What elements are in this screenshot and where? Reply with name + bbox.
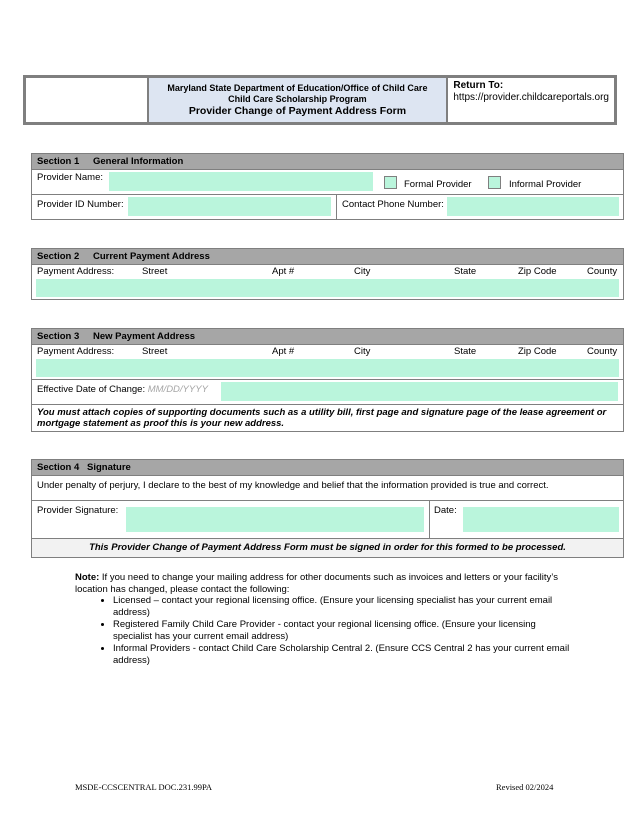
row-divider: [336, 195, 337, 219]
contact-phone-label: Contact Phone Number:: [342, 199, 444, 210]
effective-date-label: [37, 384, 208, 396]
row-divider: [429, 501, 430, 538]
state-label: State: [454, 266, 477, 277]
county-label: County: [587, 346, 618, 357]
street-label: Street: [142, 346, 168, 357]
supporting-docs-notice: You must attach copies of supporting documents such as a utility bill, first page and signature page of the lease agreement or mortgage statement as proof this is your new address.: [37, 407, 607, 429]
payment-address-label: Payment Address:: [37, 266, 115, 277]
payment-address-label: Payment Address:: [37, 346, 115, 357]
contact-list: [75, 595, 575, 666]
section2-number: Section 2: [37, 251, 80, 262]
note-paragraph: [75, 572, 575, 595]
date-label: Date:: [434, 505, 457, 516]
provider-name-row: [32, 170, 623, 195]
section2-header: [32, 249, 623, 265]
section4-number: Section 4: [37, 462, 80, 473]
current-address-field[interactable]: [36, 279, 619, 297]
zip-label: Zip Code: [518, 346, 557, 357]
section3-number: Section 3: [37, 331, 80, 342]
document-id: MSDE-CCSCENTRAL DOC.231.99PA: [75, 782, 213, 792]
list-item: • Registered Family Child Care Provider - contact your regional licensing office. (Ensure your licensing specialist has your current email address): [113, 619, 575, 642]
note-label: Note:: [75, 572, 100, 583]
revision-date: Revised 02/2024: [496, 782, 554, 792]
apt-label: Apt #: [272, 266, 295, 277]
provider-signature-label: Provider Signature:: [37, 505, 119, 516]
return-to-cell: [447, 77, 615, 123]
agency-name: Maryland State Department of Education/Office of Child Care: [167, 82, 428, 93]
section1-header: [32, 154, 623, 170]
state-label: State: [454, 346, 477, 357]
note-text: If you need to change your mailing address for other documents such as invoices and letters or your facility’s location has changed, please contact the following:: [75, 572, 558, 595]
contact-phone-field[interactable]: [447, 197, 619, 216]
program-name: Child Care Scholarship Program: [228, 93, 367, 104]
provider-id-label: Provider ID Number:: [37, 199, 124, 210]
formal-provider-checkbox[interactable]: [384, 176, 397, 189]
perjury-declaration: Under penalty of perjury, I declare to the best of my knowledge and belief that the information provided is true and correct.: [37, 480, 549, 491]
provider-signature-field[interactable]: [126, 507, 424, 532]
provider-id-row: [32, 195, 623, 219]
form-header: [23, 75, 617, 125]
formal-provider-label: Formal Provider: [404, 179, 472, 190]
signature-row: [32, 501, 623, 539]
provider-id-field[interactable]: [128, 197, 331, 216]
new-address-row: [32, 345, 623, 380]
header-logo-cell: [25, 77, 148, 123]
informal-provider-checkbox[interactable]: [488, 176, 501, 189]
contact-note: [75, 572, 575, 667]
form-title: Provider Change of Payment Address Form: [188, 104, 407, 117]
section3-header: [32, 329, 623, 345]
city-label: City: [354, 266, 371, 277]
city-label: City: [354, 346, 371, 357]
effective-date-label-text: Effective Date of Change:: [37, 384, 146, 395]
section4-title: Signature: [87, 462, 131, 473]
section-new-payment-address: [31, 328, 624, 432]
section2-title: Current Payment Address: [93, 251, 210, 262]
effective-date-row: [32, 380, 623, 405]
county-label: County: [587, 266, 618, 277]
section3-title: New Payment Address: [93, 331, 196, 342]
supporting-docs-row: [32, 405, 623, 431]
must-sign-notice: This Provider Change of Payment Address Form must be signed in order for this formed to be processed.: [89, 542, 566, 553]
new-address-field[interactable]: [36, 359, 619, 377]
apt-label: Apt #: [272, 346, 295, 357]
return-to-label: Return To:: [453, 80, 504, 91]
street-label: Street: [142, 266, 168, 277]
return-to-url[interactable]: https://provider.childcareportals.org: [453, 92, 609, 103]
section1-title: General Information: [93, 156, 184, 167]
section1-number: Section 1: [37, 156, 80, 167]
signature-date-field[interactable]: [463, 507, 619, 532]
section4-header: [32, 460, 623, 476]
section-signature: [31, 459, 624, 558]
must-sign-row: [32, 539, 623, 557]
section-current-payment-address: [31, 248, 624, 300]
current-address-row: [32, 265, 623, 299]
header-title-cell: [148, 77, 448, 123]
provider-name-field[interactable]: [109, 172, 373, 191]
list-item: • Informal Providers - contact Child Care Scholarship Central 2. (Ensure CCS Central 2 has your current email address): [113, 643, 575, 666]
effective-date-field[interactable]: [221, 382, 618, 401]
zip-label: Zip Code: [518, 266, 557, 277]
section-general-information: [31, 153, 624, 220]
effective-date-placeholder: MM/DD/YYYY: [147, 384, 208, 395]
list-item: • Licensed – contact your regional licensing office. (Ensure your licensing specialist has your current email address): [113, 595, 575, 618]
declaration-row: [32, 476, 623, 501]
informal-provider-label: Informal Provider: [509, 179, 582, 190]
provider-name-label: Provider Name:: [37, 172, 103, 183]
